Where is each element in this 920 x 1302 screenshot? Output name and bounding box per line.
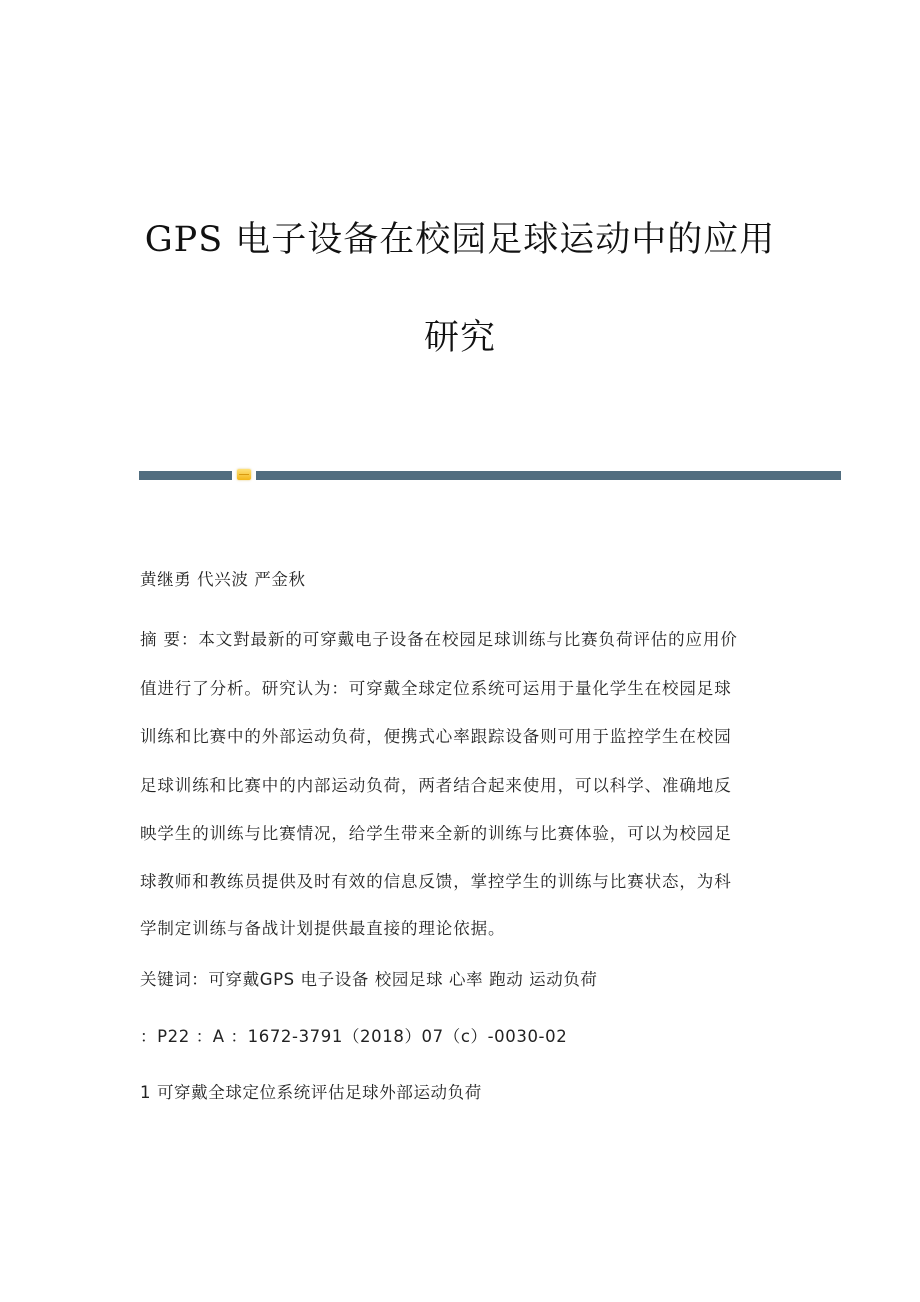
abstract-line: 训练和比赛中的外部运动负荷，便携式心率跟踪设备则可用于监控学生在校园 — [140, 727, 732, 746]
abstract-line: 摘 要：本文對最新的可穿戴电子设备在校园足球训练与比赛负荷评估的应用价 — [140, 630, 738, 649]
title-line-1: GPS 电子设备在校园足球运动中的应用 — [144, 220, 776, 260]
classification-codes: ：P22 ：A ：1672-3791（2018）07（c）-0030-02 — [140, 1027, 568, 1046]
abstract-line: 值进行了分析。研究认为：可穿戴全球定位系统可运用于量化学生在校园足球 — [140, 679, 732, 698]
divider-bar-left — [139, 471, 232, 480]
abstract-line: 球教师和教练员提供及时有效的信息反馈，掌控学生的训练与比赛状态，为科 — [140, 872, 732, 891]
keywords: 关键词：可穿戴GPS 电子设备 校园足球 心率 跑动 运动负荷 — [140, 970, 598, 989]
section-heading: 1 可穿戴全球定位系统评估足球外部运动负荷 — [140, 1083, 482, 1102]
abstract-line: 足球训练和比赛中的内部运动负荷，两者结合起来使用，可以科学、准确地反 — [140, 776, 732, 795]
title-line-2: 研究 — [423, 318, 496, 358]
divider-ornament-icon — [237, 469, 251, 480]
authors: 黄继勇 代兴波 严金秋 — [140, 570, 306, 589]
abstract-line: 学制定训练与备战计划提供最直接的理论依据。 — [140, 919, 506, 938]
title-divider — [139, 471, 841, 480]
abstract-line: 映学生的训练与比赛情况，给学生带来全新的训练与比赛体验，可以为校园足 — [140, 824, 732, 843]
divider-bar-right — [256, 471, 841, 480]
